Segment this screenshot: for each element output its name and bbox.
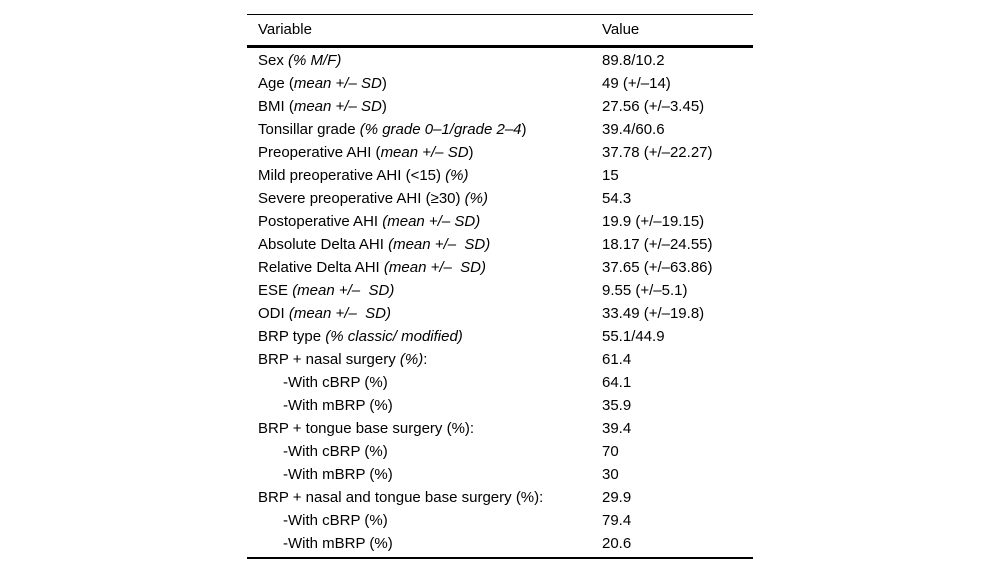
- variable-label-suffix: :: [423, 351, 428, 368]
- variable-label-italic: mean +/– SD: [293, 98, 382, 115]
- patient-characteristics-table: [247, 14, 753, 559]
- table-row: [247, 233, 753, 256]
- variable-label: -With cBRP (%): [283, 443, 388, 460]
- variable-label: BMI (: [258, 98, 294, 115]
- variable-label-italic: (% grade 0–1/grade 2–4: [359, 121, 522, 138]
- variable-cell: [247, 187, 602, 210]
- variable-label-italic: (%): [445, 167, 469, 184]
- variable-label-italic: mean +/– SD: [293, 75, 382, 92]
- value-cell: 29.9: [602, 489, 632, 506]
- variable-cell: [247, 118, 602, 141]
- variable-cell: [247, 440, 602, 463]
- table-row: [247, 256, 753, 279]
- value-cell: 9.55 (+/–5.1): [602, 282, 688, 299]
- value-cell: 89.8/10.2: [602, 52, 665, 69]
- table-row: [247, 509, 753, 532]
- table-row: [247, 486, 753, 509]
- value-cell: 55.1/44.9: [602, 328, 665, 345]
- value-cell: 49 (+/–14): [602, 75, 671, 92]
- table-row: [247, 348, 753, 371]
- value-cell: 79.4: [602, 512, 632, 529]
- table-row: [247, 187, 753, 210]
- table-row: [247, 279, 753, 302]
- table-row: [247, 440, 753, 463]
- table-row: [247, 210, 753, 233]
- variable-cell: [247, 371, 602, 394]
- value-cell: 39.4: [602, 420, 632, 437]
- variable-label-suffix: ): [468, 144, 474, 161]
- variable-label: -With mBRP (%): [283, 466, 393, 483]
- variable-label-suffix: ): [381, 98, 387, 115]
- table-row: [247, 118, 753, 141]
- value-cell: 39.4/60.6: [602, 121, 665, 138]
- variable-label: BRP type: [258, 328, 326, 345]
- value-cell: 19.9 (+/–19.15): [602, 213, 705, 230]
- value-cell: 64.1: [602, 374, 632, 391]
- variable-label: -With mBRP (%): [283, 397, 393, 414]
- variable-cell: [247, 394, 602, 417]
- variable-cell: [247, 486, 602, 509]
- variable-label-suffix: ): [381, 75, 387, 92]
- variable-label: Preoperative AHI (: [258, 144, 381, 161]
- column-header-value: Value: [602, 21, 640, 38]
- value-cell: 27.56 (+/–3.45): [602, 98, 705, 115]
- variable-cell: [247, 532, 602, 555]
- table-row: [247, 302, 753, 325]
- variable-label-italic: mean +/– SD: [380, 144, 469, 161]
- variable-label: Relative Delta AHI: [258, 259, 384, 276]
- variable-label-italic: (mean +/– SD): [388, 236, 491, 253]
- table-row: [247, 463, 753, 486]
- variable-cell: [247, 348, 602, 371]
- variable-cell: [247, 256, 602, 279]
- variable-label: Age (: [258, 75, 294, 92]
- table-body: [247, 48, 753, 557]
- value-cell: 33.49 (+/–19.8): [602, 305, 705, 322]
- variable-cell: [247, 49, 602, 72]
- variable-label-italic: (% M/F): [288, 52, 342, 69]
- table-row: [247, 49, 753, 72]
- variable-label: BRP + nasal surgery: [258, 351, 400, 368]
- variable-cell: [247, 463, 602, 486]
- variable-label: ESE: [258, 282, 293, 299]
- table-row: [247, 325, 753, 348]
- table-row: [247, 417, 753, 440]
- variable-label-italic: (%): [464, 190, 488, 207]
- value-cell: 70: [602, 443, 619, 460]
- variable-label: BRP + nasal and tongue base surgery (%):: [258, 489, 544, 506]
- variable-label: -With cBRP (%): [283, 374, 388, 391]
- variable-label-italic: (%): [399, 351, 424, 368]
- table-row: [247, 95, 753, 118]
- variable-cell: [247, 279, 602, 302]
- variable-label-suffix: ): [521, 121, 527, 138]
- variable-label: BRP + tongue base surgery (%):: [258, 420, 475, 437]
- value-cell: 18.17 (+/–24.55): [602, 236, 713, 253]
- value-cell: 20.6: [602, 535, 632, 552]
- variable-cell: [247, 233, 602, 256]
- variable-label-italic: (mean +/– SD): [292, 282, 395, 299]
- value-cell: 54.3: [602, 190, 632, 207]
- table-row: [247, 72, 753, 95]
- variable-cell: [247, 95, 602, 118]
- variable-label: ODI: [258, 305, 289, 322]
- variable-label: Sex: [258, 52, 289, 69]
- table-row: [247, 164, 753, 187]
- variable-label: Postoperative AHI: [258, 213, 383, 230]
- variable-cell: [247, 141, 602, 164]
- variable-cell: [247, 509, 602, 532]
- table-row: [247, 141, 753, 164]
- value-cell: 15: [602, 167, 619, 184]
- variable-cell: [247, 325, 602, 348]
- variable-cell: [247, 210, 602, 233]
- table-row: [247, 532, 753, 555]
- variable-cell: [247, 72, 602, 95]
- variable-label-italic: (mean +/– SD): [383, 259, 487, 276]
- table-row: [247, 394, 753, 417]
- variable-label: Severe preoperative AHI (≥30): [258, 190, 465, 207]
- variable-label-italic: (% classic/ modified): [325, 328, 463, 345]
- variable-label: Tonsillar grade: [258, 121, 360, 138]
- value-cell: 37.65 (+/–63.86): [602, 259, 713, 276]
- variable-label: -With mBRP (%): [283, 535, 393, 552]
- variable-cell: [247, 417, 602, 440]
- value-cell: 61.4: [602, 351, 632, 368]
- value-cell: 35.9: [602, 397, 632, 414]
- variable-label-italic: (mean +/– SD): [288, 305, 391, 322]
- variable-cell: [247, 164, 602, 187]
- column-header-variable: Variable: [258, 21, 312, 38]
- variable-label-italic: (mean +/– SD): [382, 213, 481, 230]
- value-cell: 30: [602, 466, 619, 483]
- table-row: [247, 371, 753, 394]
- variable-label: Mild preoperative AHI (<15): [258, 167, 446, 184]
- table-header-row: [247, 15, 753, 48]
- variable-label: -With cBRP (%): [283, 512, 388, 529]
- variable-label: Absolute Delta AHI: [258, 236, 389, 253]
- value-cell: 37.78 (+/–22.27): [602, 144, 713, 161]
- variable-cell: [247, 302, 602, 325]
